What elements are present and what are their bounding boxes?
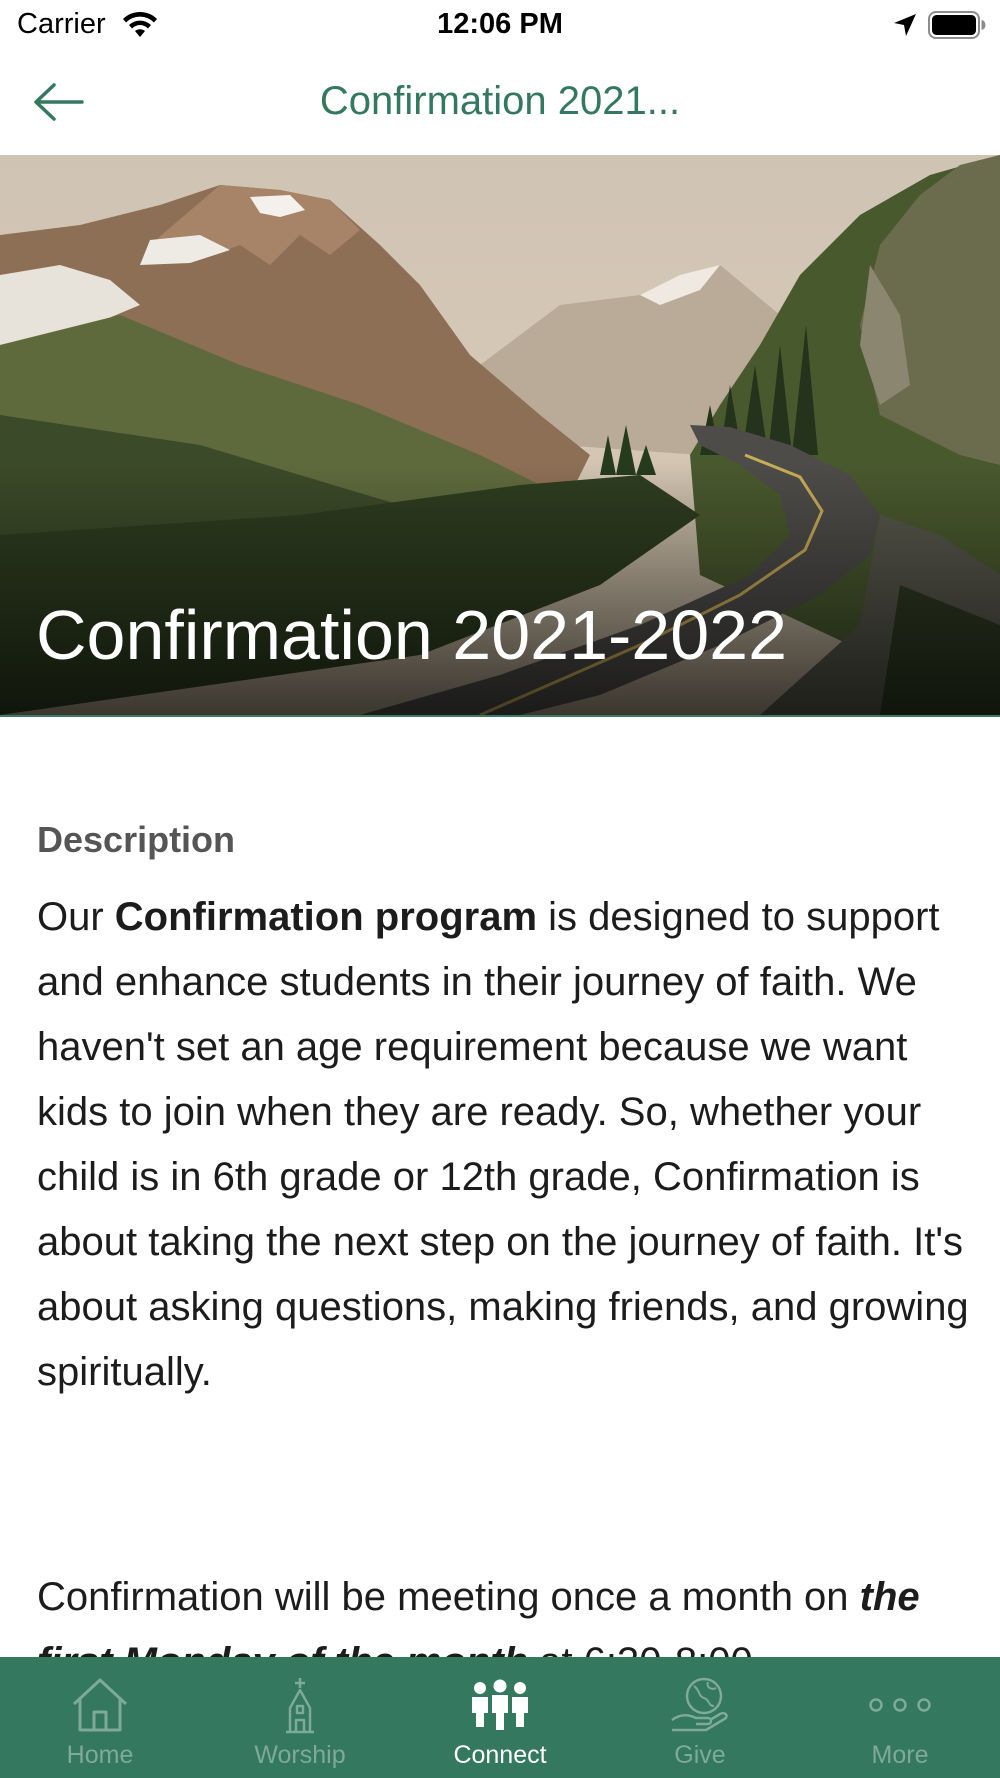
- tab-worship-label: Worship: [254, 1741, 346, 1769]
- tab-connect-label: Connect: [453, 1741, 547, 1769]
- description-intro: Our: [37, 895, 115, 939]
- globe-hand-icon: [668, 1675, 732, 1735]
- hero-banner: [0, 155, 1000, 715]
- description-body: is designed to support and enhance students in their journey of faith. We haven't set an age requirement because we want kids to join when they are ready. So, whether your child is in 6th grade or 12th grade, Confirmation is about taking the next step on the journey of faith. It's about asking questions, making friends, and growing spiritually.: [37, 895, 969, 1394]
- description-text: [37, 885, 977, 1405]
- event-content: [0, 717, 1000, 1657]
- carrier-label: Carrier: [17, 8, 106, 40]
- back-button[interactable]: [28, 74, 88, 130]
- tab-home-label: Home: [66, 1741, 134, 1769]
- home-icon: [68, 1675, 132, 1735]
- tab-give-label: Give: [674, 1741, 726, 1769]
- more-icon: [868, 1675, 932, 1735]
- nav-title: Confirmation 2021...: [319, 79, 681, 123]
- battery-icon: [928, 11, 986, 39]
- status-bar: [0, 0, 1000, 50]
- description-heading: Description: [37, 819, 236, 860]
- tab-bar: [0, 1657, 1000, 1778]
- meeting-emphasis: the: [859, 1575, 920, 1619]
- hero-title: Confirmation 2021-2022: [36, 596, 788, 674]
- tab-more[interactable]: [800, 1657, 1000, 1778]
- tab-home[interactable]: [0, 1657, 200, 1778]
- people-icon: [468, 1675, 532, 1735]
- church-icon: [268, 1675, 332, 1735]
- location-arrow-icon: [892, 12, 918, 38]
- meeting-before: Confirmation will be meeting once a month on: [37, 1575, 860, 1619]
- back-arrow-icon: [32, 82, 84, 122]
- tab-worship[interactable]: [200, 1657, 400, 1778]
- status-time: 12:06 PM: [437, 8, 563, 40]
- description-bold-program: Confirmation program: [114, 895, 538, 939]
- navigation-bar: [0, 50, 1000, 155]
- tab-give[interactable]: [600, 1657, 800, 1778]
- tab-more-label: More: [871, 1741, 929, 1769]
- tab-connect[interactable]: [400, 1657, 600, 1778]
